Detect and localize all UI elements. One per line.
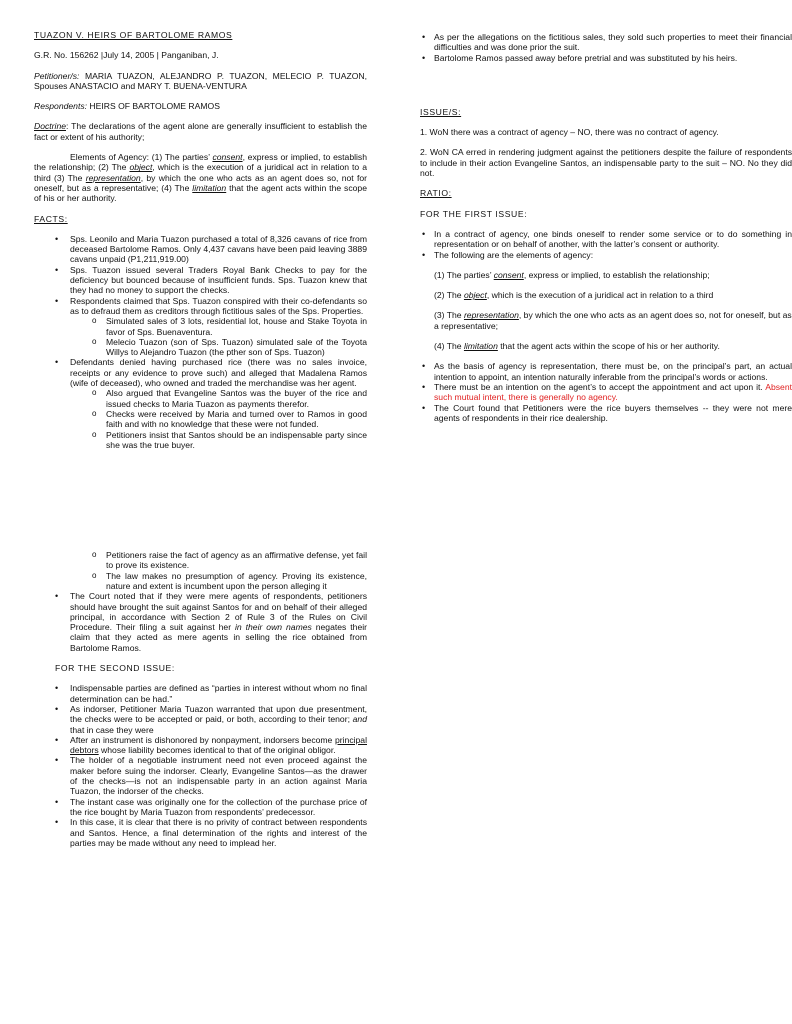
- respondents: [34, 101, 367, 111]
- facts-continued-list: [420, 32, 792, 63]
- ratio-heading: RATIO:: [420, 188, 452, 199]
- sublist-item: o Petitioners insist that Santos should be an indispensable party since she was the true buyer.: [34, 430, 367, 451]
- sublist-continued: [34, 550, 367, 591]
- petitioners-names: MARIA TUAZON, ALEJANDRO P. TUAZON, MELECIO P. TUAZON, Spouses ANASTACIO and MARY T. BUENA-VENTURA: [34, 70, 368, 91]
- list-item: [420, 382, 792, 403]
- list-item: • The following are the elements of agency:: [420, 250, 792, 260]
- right-column-inner: [420, 32, 792, 423]
- elements-text: , express or implied, to establish the relationship; (2) The: [34, 152, 367, 173]
- elements-text: Elements of Agency: (1) The parties’: [70, 152, 213, 163]
- list-item-text: Defendants denied having purchased rice (there was no sales invoice, receipts or any evidence to prove such) and alleged that Madalena Ramos (wife of deceased), who owned and traded the merchandise was her agent.: [70, 357, 367, 389]
- element-text: , by which the one who acts as an agent does so, not for oneself, but as a representative;: [434, 310, 792, 331]
- term-object: object: [129, 162, 153, 173]
- underlined-term: principal debtors: [70, 734, 367, 756]
- element-text: , which is the execution of a juridical act in relation to a third: [486, 290, 714, 301]
- elements-text: , by which the one who acts as an agent does so, not for oneself, but as a representative; (4) The: [34, 172, 367, 193]
- list-item: • As per the allegations on the fictitious sales, they sold such properties to meet their financial difficulties and was done prior the suit.: [420, 32, 792, 53]
- list-item: • The holder of a negotiable instrument need not even proceed against the maker before suing the indorser. Clearly, Evangeline Santos—as the drawer of the checks—is not an indispensable party in an action against Maria Tuazon, the indorser of the checks.: [34, 755, 367, 796]
- sublist-item: o The law makes no presumption of agency. Proving its existence, nature and extent is incumbent upon the person alleging it: [34, 571, 367, 592]
- element-object: [420, 290, 792, 300]
- element-text: , express or implied, to establish the relationship;: [523, 269, 710, 280]
- facts-heading: FACTS:: [34, 213, 68, 224]
- sublist-item: o Petitioners raise the fact of agency as an affirmative defense, yet fail to prove its existence.: [34, 550, 367, 571]
- sublist-item: o Melecio Tuazon (son of Sps. Tuazon) simulated sale of the Toyota Willys to Alejandro Tuazon (the pther son of Sps. Tuazon): [34, 337, 367, 358]
- right-column: [420, 32, 792, 431]
- element-text: (3) The: [434, 310, 464, 321]
- term-representation: representation: [85, 172, 141, 183]
- term-consent: consent: [212, 152, 243, 163]
- list-item-text: After an instrument is dishonored by nonpayment, indorsers become: [70, 734, 335, 745]
- list-item-text: Respondents claimed that Sps. Tuazon conspired with their co-defendants so as to defraud them as creditors through fictitious sales of the Sps. Properties.: [70, 295, 367, 316]
- sublist: [34, 388, 367, 450]
- list-item-text: whose liability becomes identical to that of the original obligor.: [98, 745, 336, 756]
- court-noted-list: [34, 591, 367, 653]
- list-item: [34, 704, 367, 735]
- element-representation: [420, 310, 792, 331]
- issues-heading: ISSUE/S:: [420, 106, 462, 117]
- agency-basis-list: [420, 361, 792, 423]
- elements-text: , which is the execution of a juridical act in relation to a third (3) The: [34, 162, 367, 183]
- left-column: [34, 30, 367, 856]
- list-item: • Bartolome Ramos passed away before pretrial and was substituted by his heirs.: [420, 53, 792, 63]
- list-item: [34, 357, 367, 450]
- list-item-text: The Court noted that if they were mere agents of respondents, petitioners should have brought the suit against Santos for and on behalf of their alleged principal, in accordance with Section 2 of Rule 3 of the Rules on Civil Procedure. Their filing a suit against her: [70, 591, 367, 633]
- element-text: (4) The: [434, 341, 464, 352]
- term-limitation: limitation: [192, 182, 227, 193]
- term-object: object: [463, 290, 487, 301]
- first-issue-list: [420, 229, 792, 260]
- issue-1: 1. WoN there was a contract of agency – NO, there was no contract of agency.: [420, 127, 719, 138]
- sublist-item: o Checks were received by Maria and turned over to Ramos in good faith and with no knowledge that these were not funded.: [34, 409, 367, 430]
- list-item: [34, 735, 367, 756]
- list-item: • As the basis of agency is representation, there must be, on the principal’s part, an actual intention to appoint, an intention naturally inferable from the principal’s words or actions.: [420, 361, 792, 382]
- petitioners: [34, 71, 367, 92]
- petitioners-label: Petitioner/s:: [34, 70, 80, 81]
- element-text: (1) The parties’: [434, 269, 494, 280]
- doctrine-text: : The declarations of the agent alone are generally insufficient to establish the fact or extent of his authority;: [34, 121, 367, 142]
- case-title: TUAZON V. HEIRS OF BARTOLOME RAMOS: [34, 30, 233, 40]
- page-break-gap: [34, 458, 367, 550]
- list-item: • Indispensable parties are defined as “parties in interest without whom no final determination can be had.”: [34, 683, 367, 704]
- facts-list: [34, 234, 367, 450]
- first-issue-heading: FOR THE FIRST ISSUE:: [420, 208, 528, 219]
- respondents-label: Respondents:: [34, 101, 88, 112]
- element-text: that the agent acts within the scope of his or her authority.: [497, 341, 720, 352]
- list-item: • Sps. Tuazon issued several Traders Royal Bank Checks to pay for the deficiency but bounced because of insufficient funds. Sps. Tuazon knew that they had no money to support the checks.: [34, 265, 367, 296]
- list-item: [34, 296, 367, 358]
- list-item: [34, 591, 367, 653]
- list-item: • In this case, it is clear that there is no privity of contract between respondents and Santos. Hence, a final determination of the rights and interest of the parties may be made without any need to implead her.: [34, 817, 367, 848]
- emphasis-text: and: [352, 714, 367, 725]
- list-item: • Sps. Leonilo and Maria Tuazon purchased a total of 8,326 cavans of rice from deceased Bartolome Ramos. Only 4,437 cavans have been paid leaving 3889 cavans unpaid (P1,211,919.00): [34, 234, 367, 265]
- list-item: • The Court found that Petitioners were the rice buyers themselves -- they were not mere agents of respondents in their rice dealership.: [420, 403, 792, 424]
- respondents-names: HEIRS OF BARTOLOME RAMOS: [89, 101, 220, 112]
- list-item-text: As indorser, Petitioner Maria Tuazon warranted that upon due presentment, the checks were to be accepted or paid, or both, according to their tenor;: [70, 703, 367, 725]
- second-issue-list: [34, 683, 367, 848]
- term-limitation: limitation: [463, 341, 498, 352]
- case-citation: G.R. No. 156262 |July 14, 2005 | Panganiban, J.: [34, 50, 219, 61]
- doctrine-label: Doctrine: [34, 121, 66, 132]
- issue-2: 2. WoN CA erred in rendering judgment against the petitioners despite the failure of respondents to include in their action Evangeline Santos, an indispensable party to the suit – NO. No they did not.: [420, 147, 792, 179]
- highlighted-text: Absent such mutual intent, there is generally no agency.: [434, 381, 792, 403]
- doctrine: [34, 121, 367, 142]
- list-item-text: There must be an intention on the agent’s to accept the appointment and act upon it.: [434, 381, 766, 392]
- term-consent: consent: [493, 269, 524, 280]
- second-issue-heading: FOR THE SECOND ISSUE:: [55, 663, 175, 674]
- list-item-text: that in case they were: [70, 724, 154, 735]
- emphasis-text: in their own names: [235, 622, 312, 633]
- sublist-item: o Simulated sales of 3 lots, residential lot, house and Stake Toyota in favor of Sps. Buenaventura.: [34, 316, 367, 337]
- list-item-text: negates their claim that they acted as mere agents in selling the rice obtained from Bartolome Ramos.: [70, 622, 367, 653]
- list-item: • The instant case was originally one for the collection of the purchase price of the rice bought by Maria Tuazon from respondents’ predecessor.: [34, 797, 367, 818]
- elements-of-agency: [34, 152, 367, 203]
- sublist: [34, 316, 367, 357]
- sublist-item: o Also argued that Evangeline Santos was the buyer of the rice and issued checks to Maria Tuazon as payments therefor.: [34, 388, 367, 409]
- elements-text: that the agent acts within the scope of his or her authority.: [34, 182, 367, 204]
- term-representation: representation: [463, 310, 519, 321]
- element-text: (2) The: [434, 290, 464, 301]
- element-limitation: [420, 341, 792, 351]
- element-consent: [420, 270, 792, 280]
- list-item: • In a contract of agency, one binds oneself to render some service or to do something in representation or on behalf of another, with the latter’s consent or authority.: [420, 229, 792, 250]
